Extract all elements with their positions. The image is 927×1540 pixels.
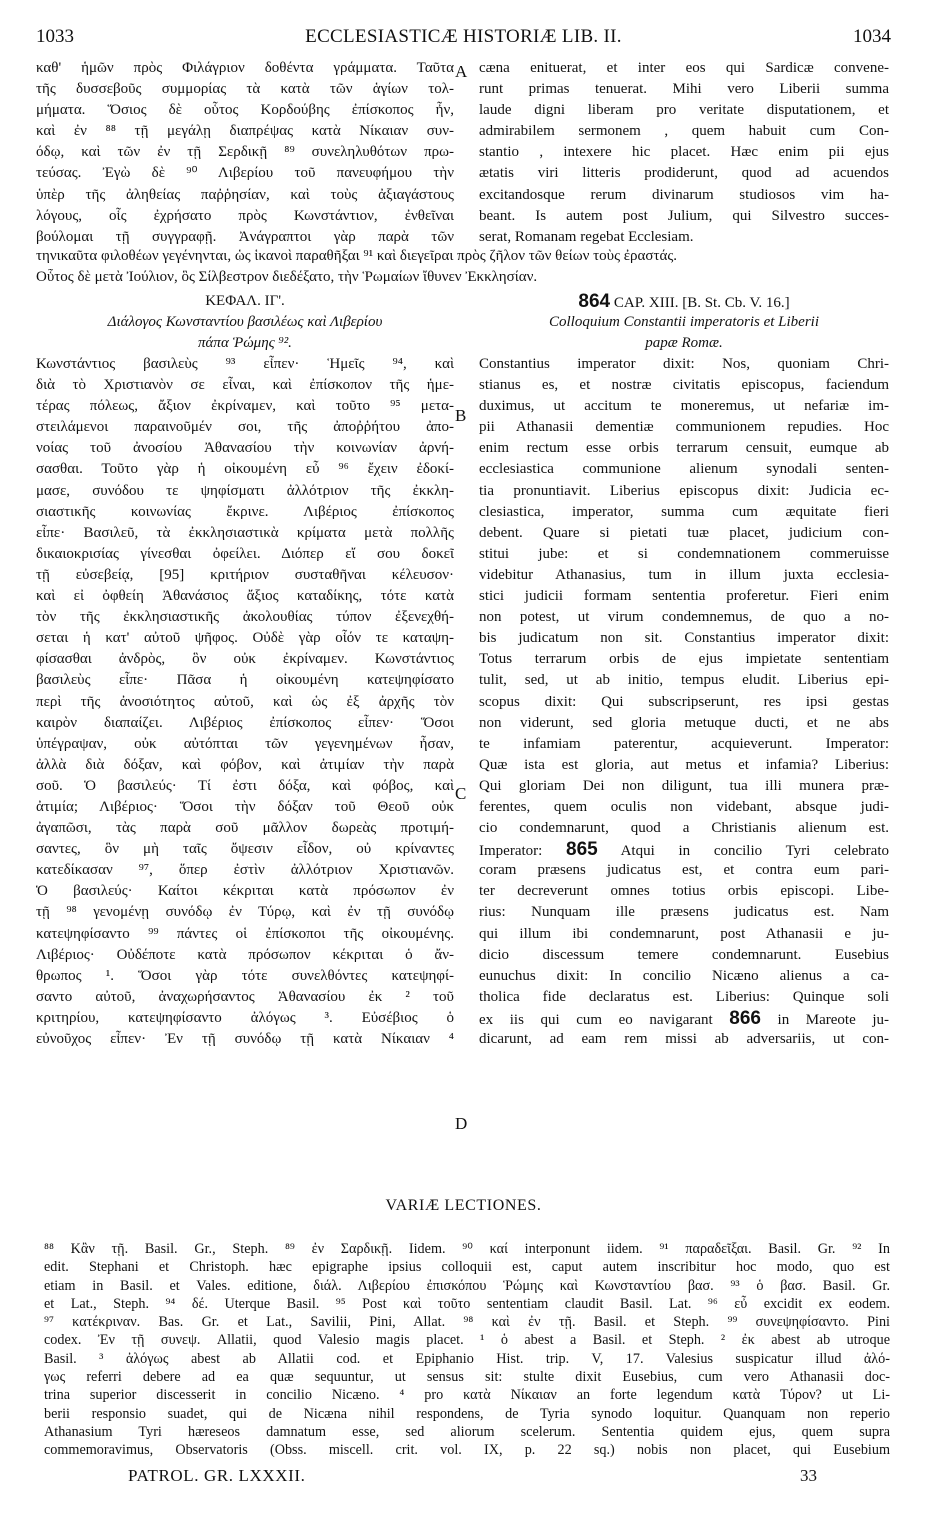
column-number-864: 864 bbox=[578, 291, 611, 312]
latin-text-line: ætatis viri litteris prodiderunt, quod ad acuendos bbox=[479, 165, 889, 182]
footer-series: PATROL. GR. LXXXII. bbox=[128, 1466, 306, 1485]
latin-column-top bbox=[479, 58, 889, 248]
greek-text-line: εὐνοῦχος εἶπεν· Ἐν τῇ συνόδῳ τῇ κατὰ Νίκαιαν ⁴ bbox=[36, 1031, 454, 1047]
greek-text-line: όδῳ, καὶ τῶν ἐν τῇ Σερδικῇ ⁸⁹ συνεληλυθότων πρω- bbox=[36, 144, 454, 161]
latin-text-line: cio condemnarunt, quod a Christianis alienum est. bbox=[479, 820, 889, 837]
latin-text-line: cæna enituerat, et inter eos qui Sardicæ convene- bbox=[479, 60, 889, 76]
note-line: Basil. ³ ἀλόγως abest ab Allatii cod. et Epiphanio Hist. trip. V, 17. Valesius suspicatur illud ἀλό- bbox=[44, 1350, 890, 1367]
greek-text-line: διὰ τὸ Χριστιανὸν σε εἶναι, καὶ ἐπίσκοπον τῆς ἡμε- bbox=[36, 377, 454, 394]
latin-text-line: rius: Nunquam ille præsens judicatus est. Nam bbox=[479, 904, 889, 921]
latin-text-line: debent. Quare si pietati tuæ placet, judicium con- bbox=[479, 524, 889, 541]
column-number-866: 866 bbox=[729, 1007, 761, 1029]
latin-chapter-title-1: Colloquium Constantii imperatoris et Liberii bbox=[548, 314, 820, 331]
page-number-left: 1033 bbox=[36, 26, 74, 47]
footer-signature: 33 bbox=[800, 1466, 817, 1485]
greek-text-line: ὑπέγραψαν, οὐκ αὐτόπται τῶν γεγενημένων ἦσαν, bbox=[36, 735, 454, 752]
latin-text-line: dicio discessum temere condemnarunt. Eusebius bbox=[479, 946, 889, 963]
note-line: trina superior discesserit in concilio Nicæno. ⁴ pro κατὰ Νίκαιαν an forte legendum κατὰ Τύρον? ut Li- bbox=[44, 1387, 890, 1404]
latin-text-line: dicarunt, ad eam rem missi ab adversariis, ut con- bbox=[479, 1031, 889, 1047]
column-number-865: 865 bbox=[566, 839, 598, 861]
greek-chapter-title-2: πάπα Ῥώμης ⁹². bbox=[198, 335, 292, 352]
greek-text-line: σασθαι. Τοῦτο γὰρ ἡ οἰκουμένη εὖ ⁹⁶ ἔχειν ἐδοκί- bbox=[36, 461, 454, 478]
greek-text-line: καὶ ἐν ⁸⁸ τῇ μεγάλῃ διαπρέψας κατὰ Νίκαιαν συν- bbox=[36, 123, 454, 140]
latin-text-line: stitui jube: et si condemnationem commeruisse bbox=[479, 545, 889, 562]
greek-text-line: κατεψηφίσαντο ⁹⁹ πάντες οἱ ἐπίσκοποι τῆς οἰκουμένης. bbox=[36, 925, 454, 942]
latin-text-line: excitandosque rerum divinarum studiosos vim ha- bbox=[479, 186, 889, 203]
greek-text-line: τῆς δυσσεβοῦς συμμορίας τὰ κατὰ τῶν ἁγίων τολ- bbox=[36, 81, 454, 98]
note-line: berii responsio suadet, qui de Nicæna nihil respondens, de Tyria synodo loquitur. Quanquam non reperio bbox=[44, 1405, 890, 1422]
latin-text-line: scopus dixit: Qui subscripserunt, res ipsi gestas bbox=[479, 693, 889, 710]
latin-text-line: beant. Is autem post Julium, qui Silvestro succes- bbox=[479, 207, 889, 224]
note-line: codex. Ἐν τῇ συνεψ. Allatii, quod Valesio magis placet. ¹ ὁ abest a Basil. et Steph. ² ἐκ abest ab utroque bbox=[44, 1332, 890, 1349]
greek-text-line: μήματα. Ὅσιος δὲ οὗτος Κορδούβης ἐπίσκοπος ἦν, bbox=[36, 102, 454, 119]
latin-text-line: laude digni liberam pro veritate disputationem, et bbox=[479, 102, 889, 119]
note-line: et Lat., Steph. ⁹⁴ δέ. Uterque Basil. ⁹⁵ Post καὶ τοῦτο sententiam claudit Basil. Lat. ⁹⁶ εὖ excidit ex eodem. bbox=[44, 1295, 890, 1312]
note-line: etiam in Basil. et Vales. editione, διάλ. Λιβερίου ἐπισκόπου Ῥώμης καὶ Κωνσταντίου βασ. ⁹³ ὁ βασ. Basil. Gr. bbox=[44, 1277, 890, 1294]
greek-text-line: καιρὸν διαπαίζει. Λιβέριος ἐπίσκοπος εἶπεν· Ὅσοι bbox=[36, 714, 454, 731]
greek-text-line: Λιβέριος· Οὐδέποτε κατὰ πρόσωπον κέκριται ὁ ἄν- bbox=[36, 946, 454, 963]
latin-text-line: te infamiam paterentur, acquieverunt. Imperator: bbox=[479, 735, 889, 752]
greek-text-line: Κωνστάντιος βασιλεὺς ⁹³ εἶπεν· Ἡμεῖς ⁹⁴, καὶ bbox=[36, 356, 454, 372]
greek-text-line: κριτηρίου, κατεψηφίσαντο ἀλόγως ³. Εὐσέβιος ὁ bbox=[36, 1009, 454, 1026]
greek-text-line: περὶ τῆς ἀνοσιότητος αὐτοῦ, καὶ ὡς ἐξ ἀρχῆς τὸν bbox=[36, 693, 454, 710]
margin-letter-d: D bbox=[455, 1114, 468, 1133]
greek-text-line: κατεδίκασαν ⁹⁷, ὅπερ ἐστὶν ἀλλότριον Χριστιανῶν. bbox=[36, 862, 454, 879]
latin-text-line: clesiastica, imperator, summa cum æquitate fieri bbox=[479, 503, 889, 520]
greek-text-line: σαντο αὐτοῦ, ἀναχωρήσαντος Ἀθανασίου ἐκ ² τοῦ bbox=[36, 988, 454, 1005]
page-header bbox=[36, 26, 891, 52]
greek-text-line: βασιλεὺς εἶπε· Πᾶσα ἡ οἰκουμένη κατεψηφίσατο bbox=[36, 672, 454, 689]
latin-text-line: bis judicatum non sit. Constantius imperator dixit: bbox=[479, 630, 889, 647]
greek-text-line: σεται ἡ κατ' αὐτοῦ ψῆφος. Οὐδὲ γὰρ οἷόν τε καταψη- bbox=[36, 630, 454, 647]
spanning-line-1: τηνικαῦτα φιλοθέων γεγένηνται, ὡς ἱκανοὶ παραθῆξαι ⁹¹ καὶ διεγεῖραι πρὸς ζῆλον τῶν θείων τοὺς ἐραστάς. bbox=[36, 248, 678, 264]
note-line: ⁹⁷ κατέκριναν. Bas. Gr. et Lat., Savilii, Pini, Allat. ⁹⁸ καὶ ἐν τῇ. Basil. et Steph. ⁹⁹ συνεψηφίσαντο. Pini bbox=[44, 1314, 890, 1331]
spanning-line-2: Οὗτος δὲ μετὰ Ἰούλιον, ὃς Σίλβεστρον διεδέξατο, τὴν Ῥωμαίων ἴθυνεν Ἐκκλησίαν. bbox=[36, 269, 538, 285]
greek-text-line: ἀλλὰ διὰ δόξαν, καὶ φόβον, καὶ ἀτιμίαν τὴν παρὰ bbox=[36, 756, 454, 773]
latin-text-line: Imperator: 865 Atqui in concilio Tyri celebrato bbox=[479, 839, 889, 861]
latin-text-line: tulit, sed, ut ab initio, tempus eludit. Liberius epi- bbox=[479, 672, 889, 689]
greek-text-line: τέρας πόλεως, ἄξιον ἐκρίναμεν, καὶ τοῦτο ⁹⁵ μετα- bbox=[36, 398, 454, 415]
greek-chapter-title-1: Διάλογος Κωνσταντίου βασιλέως καὶ Λιβερίου bbox=[107, 314, 383, 331]
greek-text-line: θρωπος ¹. Ὅσοι γὰρ τότε συνελθόντες κατεψηφί- bbox=[36, 967, 454, 984]
latin-text-line: enim rectum esse orbis terrarum censuit, eumque ab bbox=[479, 440, 889, 457]
greek-text-line: ἀτιμία; Λιβέριος· Ὅσοι τὴν δόξαν τοῦ Θεοῦ οὐκ bbox=[36, 798, 454, 815]
latin-text-line: videbitur Athanasius, tum in illum juxta ecclesia- bbox=[479, 566, 889, 583]
latin-text-line: qui illum ibi condemnarunt, post Athanasii e ju- bbox=[479, 925, 889, 942]
latin-text-line: stianus es, et nostræ civitatis episcopus, faciendum bbox=[479, 377, 889, 394]
greek-text-line: λόγους, οἷς ἐχρήσατο πρὸς Κωνστάντιον, ἐνθεῖναι bbox=[36, 207, 454, 224]
greek-text-line: τὸν τῆς ἐκκλησιαστικῆς ἀκολουθίας τύπον ἐξενεχθή- bbox=[36, 609, 454, 626]
latin-chapter-title-2: papæ Romæ. bbox=[645, 335, 723, 352]
greek-text-line: μασε, συνόδου τε ψηφίσματι ἀλλότριον τῆς ἐκκλη- bbox=[36, 482, 454, 499]
latin-chapter-label: CAP. XIII. [B. St. Cb. V. 16.] bbox=[613, 295, 790, 311]
latin-text-line: stici judicii formam sententia proferetur. Fieri enim bbox=[479, 588, 889, 605]
variant-readings-notes bbox=[44, 1240, 890, 1460]
latin-text-line: runt primas tenuerat. Mihi vero Liberii summa bbox=[479, 81, 889, 98]
variae-lectiones-heading: VARIÆ LECTIONES. bbox=[385, 1197, 542, 1214]
latin-text-line: tia pronuntiavit. Liberius episcopus dixit: Judicia ec- bbox=[479, 482, 889, 499]
latin-text-line: eunuchus dixit: In concilio Nicæno alienus a ca- bbox=[479, 967, 889, 984]
latin-chapter-heading bbox=[479, 291, 889, 312]
latin-text-line: non viderunt, sed gloria metuque ducti, et ne abs bbox=[479, 714, 889, 731]
margin-letter-b: B bbox=[455, 406, 467, 425]
latin-text-line: ferentes, quem oculis non videbant, absque judi- bbox=[479, 798, 889, 815]
latin-column-body bbox=[479, 354, 889, 1050]
latin-text-line: ecclesiastica communione alienum synodali senten- bbox=[479, 461, 889, 478]
latin-text-line: pii Athanasii dementiæ communionem repudies. Hoc bbox=[479, 419, 889, 436]
greek-text-line: εἶπε· Βασιλεῦ, τὰ ἐκκλησιαστικὰ κρίματα μετὰ πολλῆς bbox=[36, 524, 454, 541]
latin-text-line: serat, Romanam regebat Ecclesiam. bbox=[479, 228, 694, 245]
greek-chapter-heading-block bbox=[36, 291, 454, 354]
running-title: ECCLESIASTICÆ HISTORIÆ LIB. II. bbox=[305, 26, 622, 47]
note-line: Athanasium Tyri hæreseos damnatum esse, sed aliorum scelerum. Sententia quidem ejus, quem supra bbox=[44, 1423, 890, 1440]
greek-text-line: δικαιοκρισίας γίνεσθαι ὀφείλει. Διόπερ εἴ σου δοκεῖ bbox=[36, 545, 454, 562]
greek-text-line: καὶ εἰ ὀφθείη Ἀθανάσιος ἄξιος καταδίκης, τότε κατὰ bbox=[36, 588, 454, 605]
note-line: commemoravimus, Observatoris (Obss. miscell. crit. vol. IX, p. 22 sq.) nobis non placet, qui Eusebium bbox=[44, 1442, 890, 1459]
note-line: γως referri debere ad ea quæ sequuntur, ut sensus sit: stulte dixit Eusebius, cum vero Athanasii doc- bbox=[44, 1369, 890, 1386]
latin-chapter-heading-block bbox=[479, 291, 889, 354]
latin-text-line: Constantius imperator dixit: Nos, quoniam Chri- bbox=[479, 356, 889, 372]
margin-letter-a: A bbox=[455, 62, 468, 81]
greek-column-top bbox=[36, 58, 454, 248]
greek-column-body bbox=[36, 354, 454, 1050]
greek-text-line: φίσασθαι ἀνδρὸς, ὃν οὐκ ἐκρίναμεν. Κωνστάντιος bbox=[36, 651, 454, 668]
greek-text-line: Ὁ βασιλεύς· Καίτοι κέκριται κατὰ πρόσωπον ἐν bbox=[36, 883, 454, 900]
note-line: ⁸⁸ Κἂν τῇ. Basil. Gr., Steph. ⁸⁹ ἐν Σαρδικῇ. Iidem. ⁹⁰ καί interponunt iidem. ⁹¹ παραδεῖξαι. Basil. Gr. ⁹² In bbox=[44, 1241, 890, 1257]
greek-text-line: βούλομαι τῇ συγγραφῇ. Ἀνάγραπτοι γὰρ παρὰ τῶν bbox=[36, 228, 454, 245]
margin-letter-c: C bbox=[455, 784, 467, 803]
latin-text-line: duximus, ut accitum te moneremus, ut nefariæ im- bbox=[479, 398, 889, 415]
greek-text-line: τεύσας. Ἐγὼ δὲ ⁹⁰ Λιβερίου τοῦ πανευφήμου τὴν bbox=[36, 165, 454, 182]
note-line: edit. Stephani et Christoph. hæc epigraphe ipsius colloquii est, caput autem inscribitur hoc modo, quo est bbox=[44, 1259, 890, 1276]
greek-text-line: σιαστικῆς κοινωνίας ἔκρινε. Λιβέριος ἐπίσκοπος bbox=[36, 503, 454, 520]
latin-text-line: coram præsens judicatus est, et contra eum pari- bbox=[479, 862, 889, 879]
greek-text-line: σαντες, ὃν μὴ ταῖς ὄψεσιν εἶδον, οὐ κρίναντες bbox=[36, 841, 454, 858]
greek-text-line: σοῦ. Ὁ βασιλεύς· Τί ἐστι δόξα, καὶ φόβος, καὶ bbox=[36, 777, 454, 794]
latin-text-line: Totus terrarum orbis de ejus impietate sententiam bbox=[479, 651, 889, 668]
latin-text-line: Quæ ista est gloria, aut metus et infamia? Liberius: bbox=[479, 756, 889, 773]
page-footer bbox=[128, 1466, 817, 1490]
latin-text-line: admirabilem sermonem , quem habuit cum Con- bbox=[479, 123, 889, 140]
latin-text-line: ex iis qui cum eo navigarant 866 in Mareote ju- bbox=[479, 1007, 889, 1029]
latin-text-line: tholica fide declaratus est. Liberius: Quinque soli bbox=[479, 988, 889, 1005]
greek-text-line: καθ' ἡμῶν πρὸς Φιλάγριον δοθέντα γράμματα. Ταῦτα bbox=[36, 60, 454, 76]
greek-text-line: στειλάμενοι παραινοῦμέν σοι, τῆς ἀποῤῥήτου ἀπο- bbox=[36, 419, 454, 436]
latin-text-line: ter decreverunt omnes totius orbis episcopi. Libe- bbox=[479, 883, 889, 900]
latin-text-line: non potest, ut virum condemnemus, de quo a no- bbox=[479, 609, 889, 626]
greek-text-line: τῇ εὐσεβείᾳ, [95] κριτήριον συσταθῆναι κέλευσον· bbox=[36, 566, 454, 583]
latin-text-line: Qui gloriam Dei non diligunt, tua illi munera præ- bbox=[479, 777, 889, 794]
greek-text-line: ὑπὲρ τῆς ἀληθείας παῤῥησίαν, καὶ τοὺς ἀξιαγάστους bbox=[36, 186, 454, 203]
greek-text-line: ἀγαπῶσι, τὰς παρὰ σοῦ μᾶλλον δωρεὰς προτιμή- bbox=[36, 820, 454, 837]
page-number-right: 1034 bbox=[853, 26, 891, 47]
greek-chapter-heading: ΚΕΦΑΛ. ΙΓ'. bbox=[205, 293, 285, 309]
greek-text-line: τῇ ⁹⁸ γενομένῃ συνόδῳ ἐν Τύρῳ, καὶ ἐν τῇ συνόδῳ bbox=[36, 904, 454, 921]
latin-text-line: stantio , intexere hic placet. Hæc enim pii ejus bbox=[479, 144, 889, 161]
greek-text-line: νοίας τοῦ ἀνοσίου Ἀθανασίου τὴν κοινωνίαν ἀρνή- bbox=[36, 440, 454, 457]
